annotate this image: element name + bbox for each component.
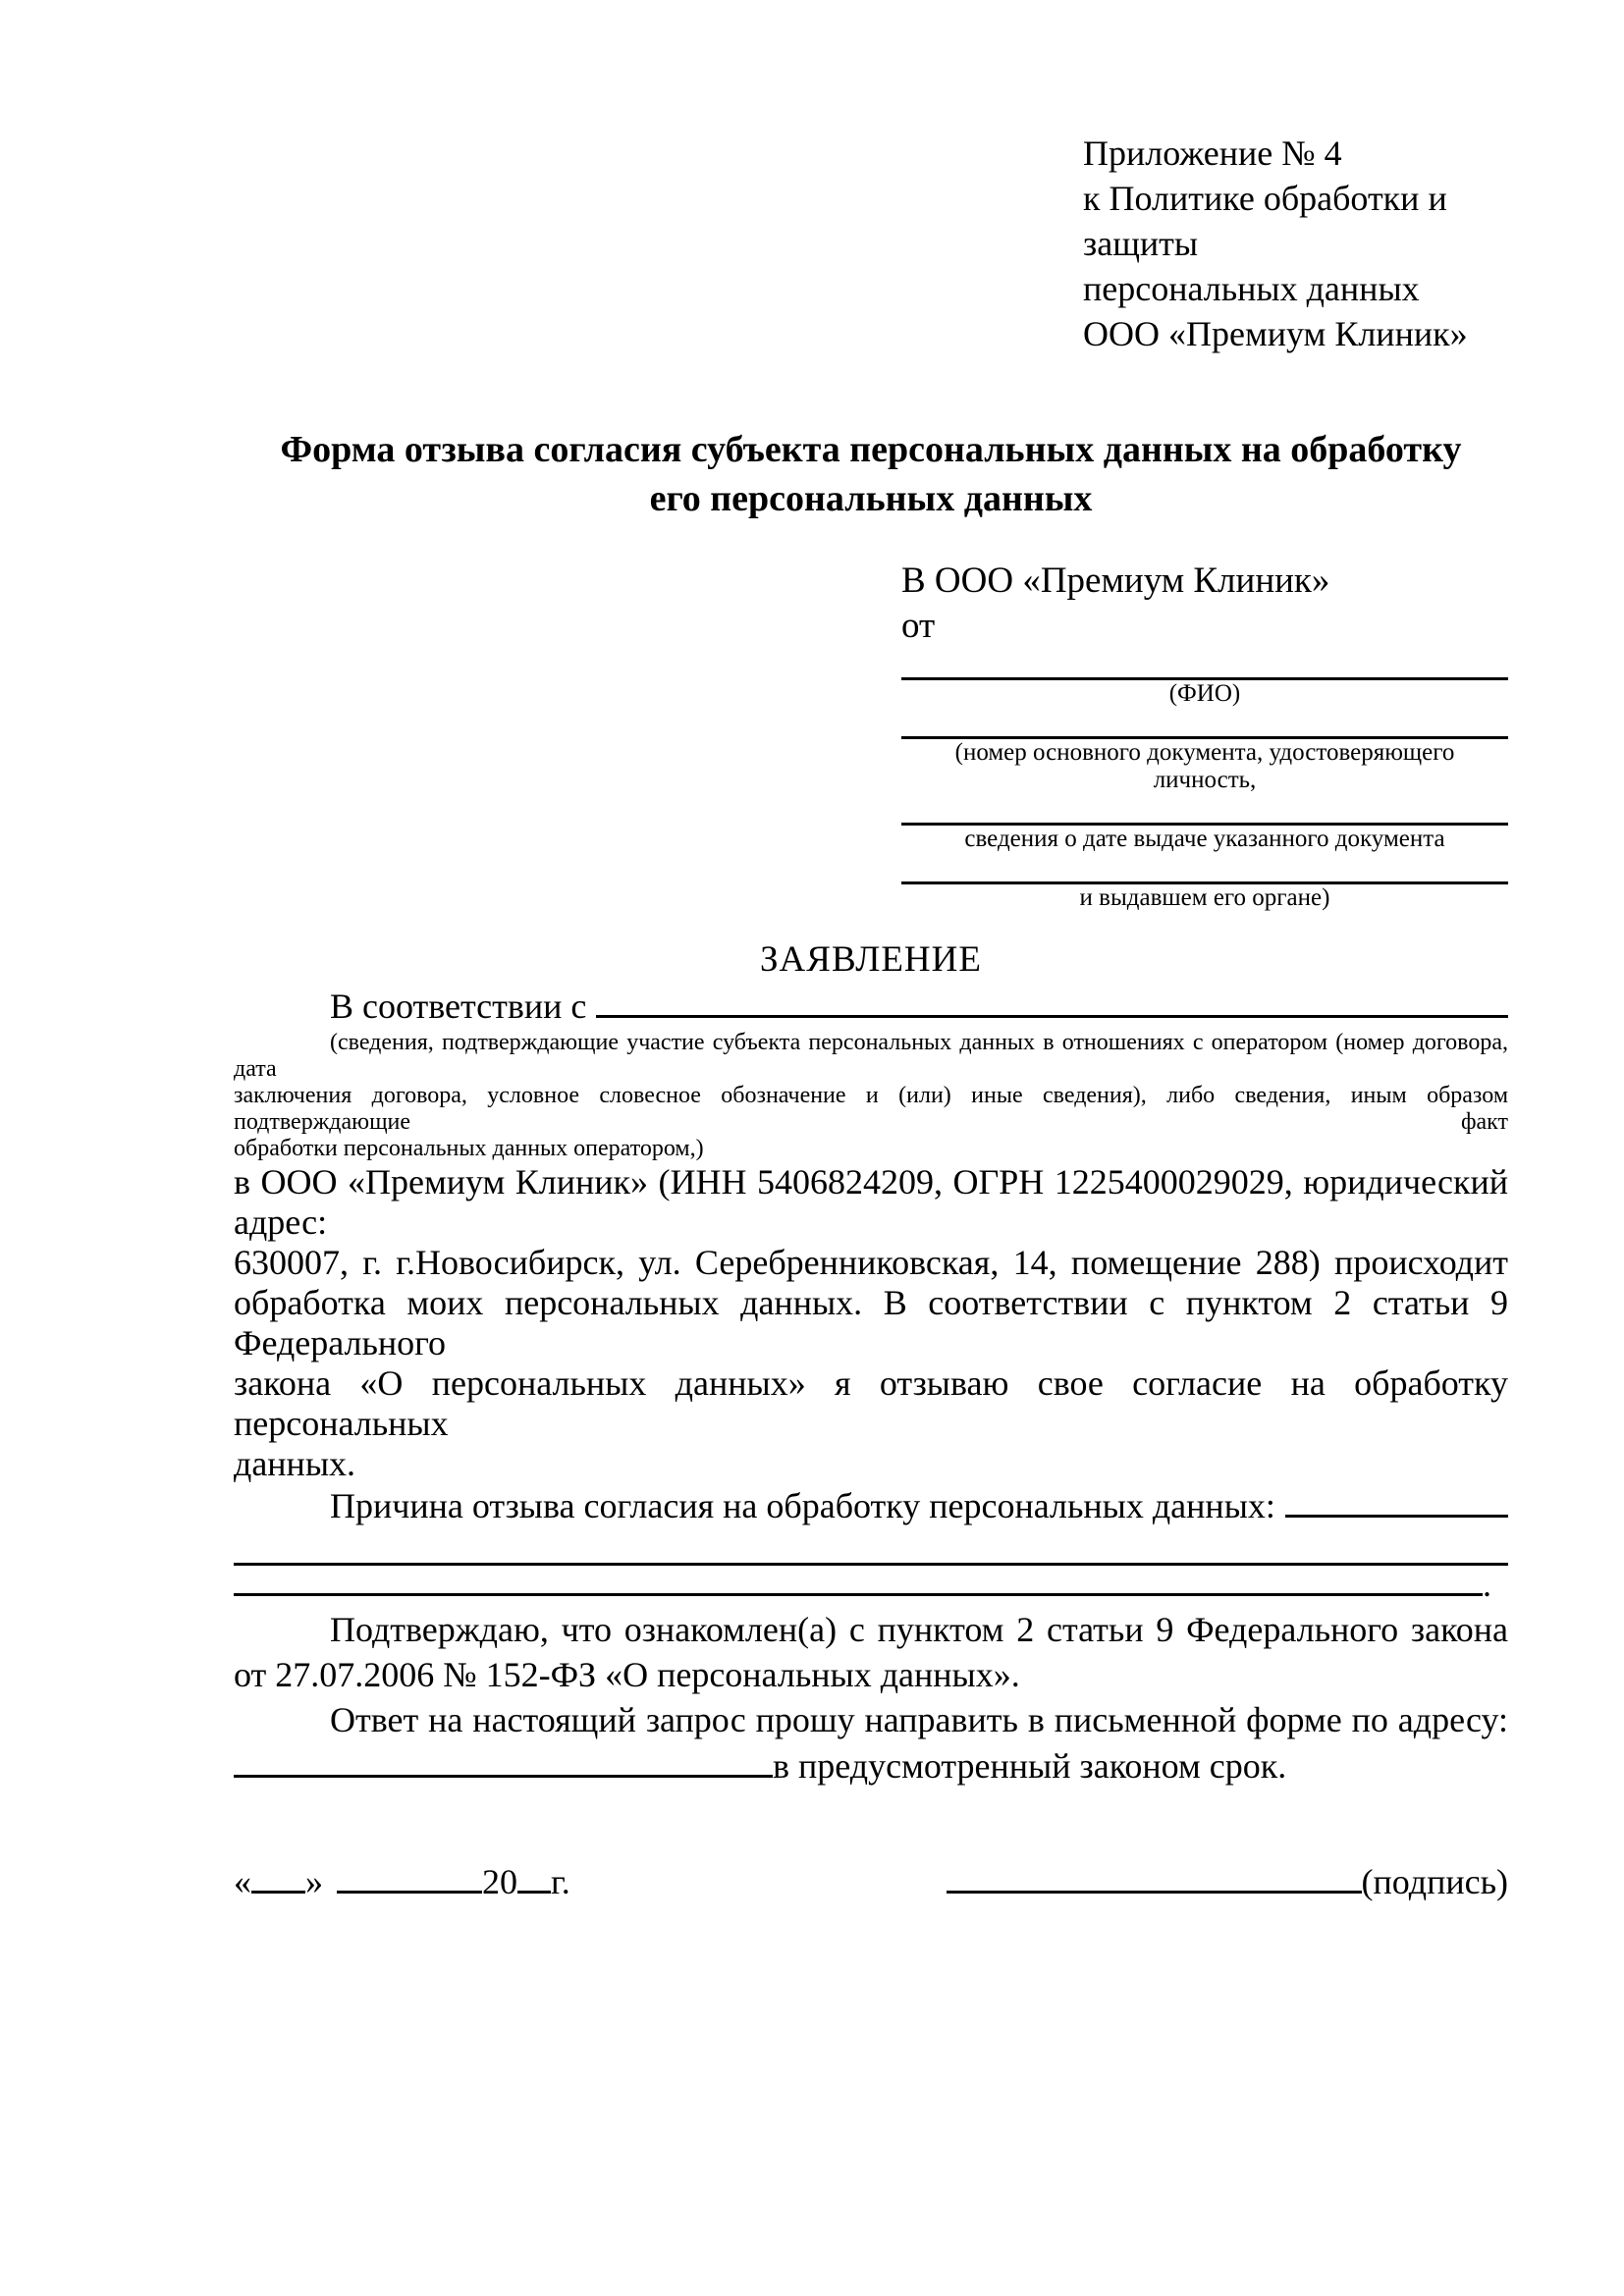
reply-request-paragraph bbox=[234, 1697, 1508, 1789]
addressee-block bbox=[901, 559, 1508, 912]
reason-blank-line bbox=[1285, 1515, 1508, 1518]
statement-body-line: обработка моих персональных данных. В соответствии с пунктом 2 статьи 9 Федерального bbox=[234, 1283, 1508, 1362]
intro-prefix: В соответствии с bbox=[330, 987, 587, 1026]
issuing-authority-blank-line bbox=[901, 853, 1508, 884]
issue-date-caption: сведения о дате выдаче указанного документа bbox=[964, 826, 1445, 852]
reason-trailing-period: . bbox=[1483, 1565, 1491, 1604]
document-number-blank-line bbox=[901, 708, 1508, 739]
date-year-suffix: г. bbox=[551, 1862, 570, 1901]
appendix-note-line: персональных данных bbox=[1083, 269, 1420, 308]
acknowledgement-line: Подтверждаю, что ознакомлен(а) с пунктом 2 статьи 9 Федерального закона bbox=[330, 1610, 1508, 1649]
acknowledgement-paragraph bbox=[234, 1607, 1508, 1697]
reason-label: Причина отзыва согласия на обработку персональных данных: bbox=[330, 1486, 1275, 1525]
footnote bbox=[234, 1030, 1508, 1162]
date-open-quote: « bbox=[234, 1862, 251, 1901]
appendix-note-line: к Политике обработки и защиты bbox=[1083, 179, 1447, 263]
issuing-authority-field bbox=[901, 853, 1508, 912]
acknowledgement-line: от 27.07.2006 № 152-ФЗ «О персональных данных». bbox=[234, 1655, 1020, 1694]
date-year-blank-line bbox=[517, 1891, 551, 1894]
reason-row bbox=[234, 1484, 1508, 1527]
reason-blank-line-3-rule bbox=[234, 1593, 1483, 1596]
statement-body-line: данных. bbox=[234, 1444, 356, 1483]
addressee-to: В ООО «Премиум Клиник» bbox=[901, 561, 1330, 601]
reason-blank-line-3 bbox=[234, 1566, 1508, 1603]
reply-address-blank-line bbox=[234, 1775, 773, 1778]
fio-field bbox=[901, 649, 1508, 708]
signature-field bbox=[947, 1858, 1508, 1905]
appendix-note-line: Приложение № 4 bbox=[1083, 133, 1342, 173]
date-year-prefix: 20 bbox=[482, 1862, 517, 1901]
signature-caption: (подпись) bbox=[1361, 1862, 1508, 1901]
document-number-field bbox=[901, 708, 1508, 794]
footnote-line: обработки персональных данных оператором,) bbox=[234, 1136, 704, 1161]
reply-request-line: Ответ на настоящий запрос прошу направить в письменной форме по адресу: bbox=[330, 1700, 1508, 1739]
document-title-line: Форма отзыва согласия субъекта персональных данных на обработку bbox=[280, 429, 1462, 470]
addressee-from-label: от bbox=[901, 606, 936, 646]
reason-blank-line-2 bbox=[234, 1537, 1508, 1566]
statement-body-line: закона «О персональных данных» я отзываю свое согласие на обработку персональных bbox=[234, 1363, 1508, 1443]
document-number-caption: (номер основного документа, удостоверяющего личность, bbox=[954, 739, 1455, 793]
appendix-note bbox=[1083, 131, 1508, 356]
statement-heading: ЗАЯВЛЕНИЕ bbox=[760, 939, 982, 980]
intro-row bbox=[234, 983, 1508, 1030]
issue-date-blank-line bbox=[901, 794, 1508, 826]
issuing-authority-caption: и выдавшем его органе) bbox=[1079, 884, 1330, 911]
reply-address-row bbox=[234, 1742, 1508, 1789]
footnote-line: (сведения, подтверждающие участие субъекта персональных данных в отношениях с оператором (номер договора, дата bbox=[234, 1030, 1508, 1082]
intro-blank-line bbox=[596, 1015, 1508, 1018]
statement-body-line: 630007, г. г.Новосибирск, ул. Серебренниковская, 14, помещение 288) происходит bbox=[234, 1243, 1508, 1282]
document-title bbox=[234, 425, 1508, 523]
footnote-line: заключения договора, условное словесное обозначение и (или) иные сведения), либо сведения, иным образом подтверждающие факт bbox=[234, 1083, 1508, 1135]
signature-row bbox=[234, 1858, 1508, 1905]
signature-blank-line bbox=[947, 1891, 1362, 1894]
document-title-line: его персональных данных bbox=[649, 478, 1093, 519]
date-close-quote: » bbox=[305, 1862, 323, 1901]
statement-body bbox=[234, 1162, 1508, 1484]
fio-caption: (ФИО) bbox=[1168, 680, 1241, 707]
reply-request-suffix: в предусмотренный законом срок. bbox=[773, 1746, 1287, 1786]
date-field bbox=[234, 1858, 570, 1905]
appendix-note-line: ООО «Премиум Клиник» bbox=[1083, 314, 1468, 353]
date-month-blank-line bbox=[337, 1891, 482, 1894]
fio-blank-line bbox=[901, 649, 1508, 680]
statement-body-line: в ООО «Премиум Клиник» (ИНН 5406824209, ОГРН 1225400029029, юридический адрес: bbox=[234, 1162, 1508, 1242]
issue-date-field bbox=[901, 794, 1508, 853]
date-day-blank-line bbox=[251, 1891, 305, 1894]
